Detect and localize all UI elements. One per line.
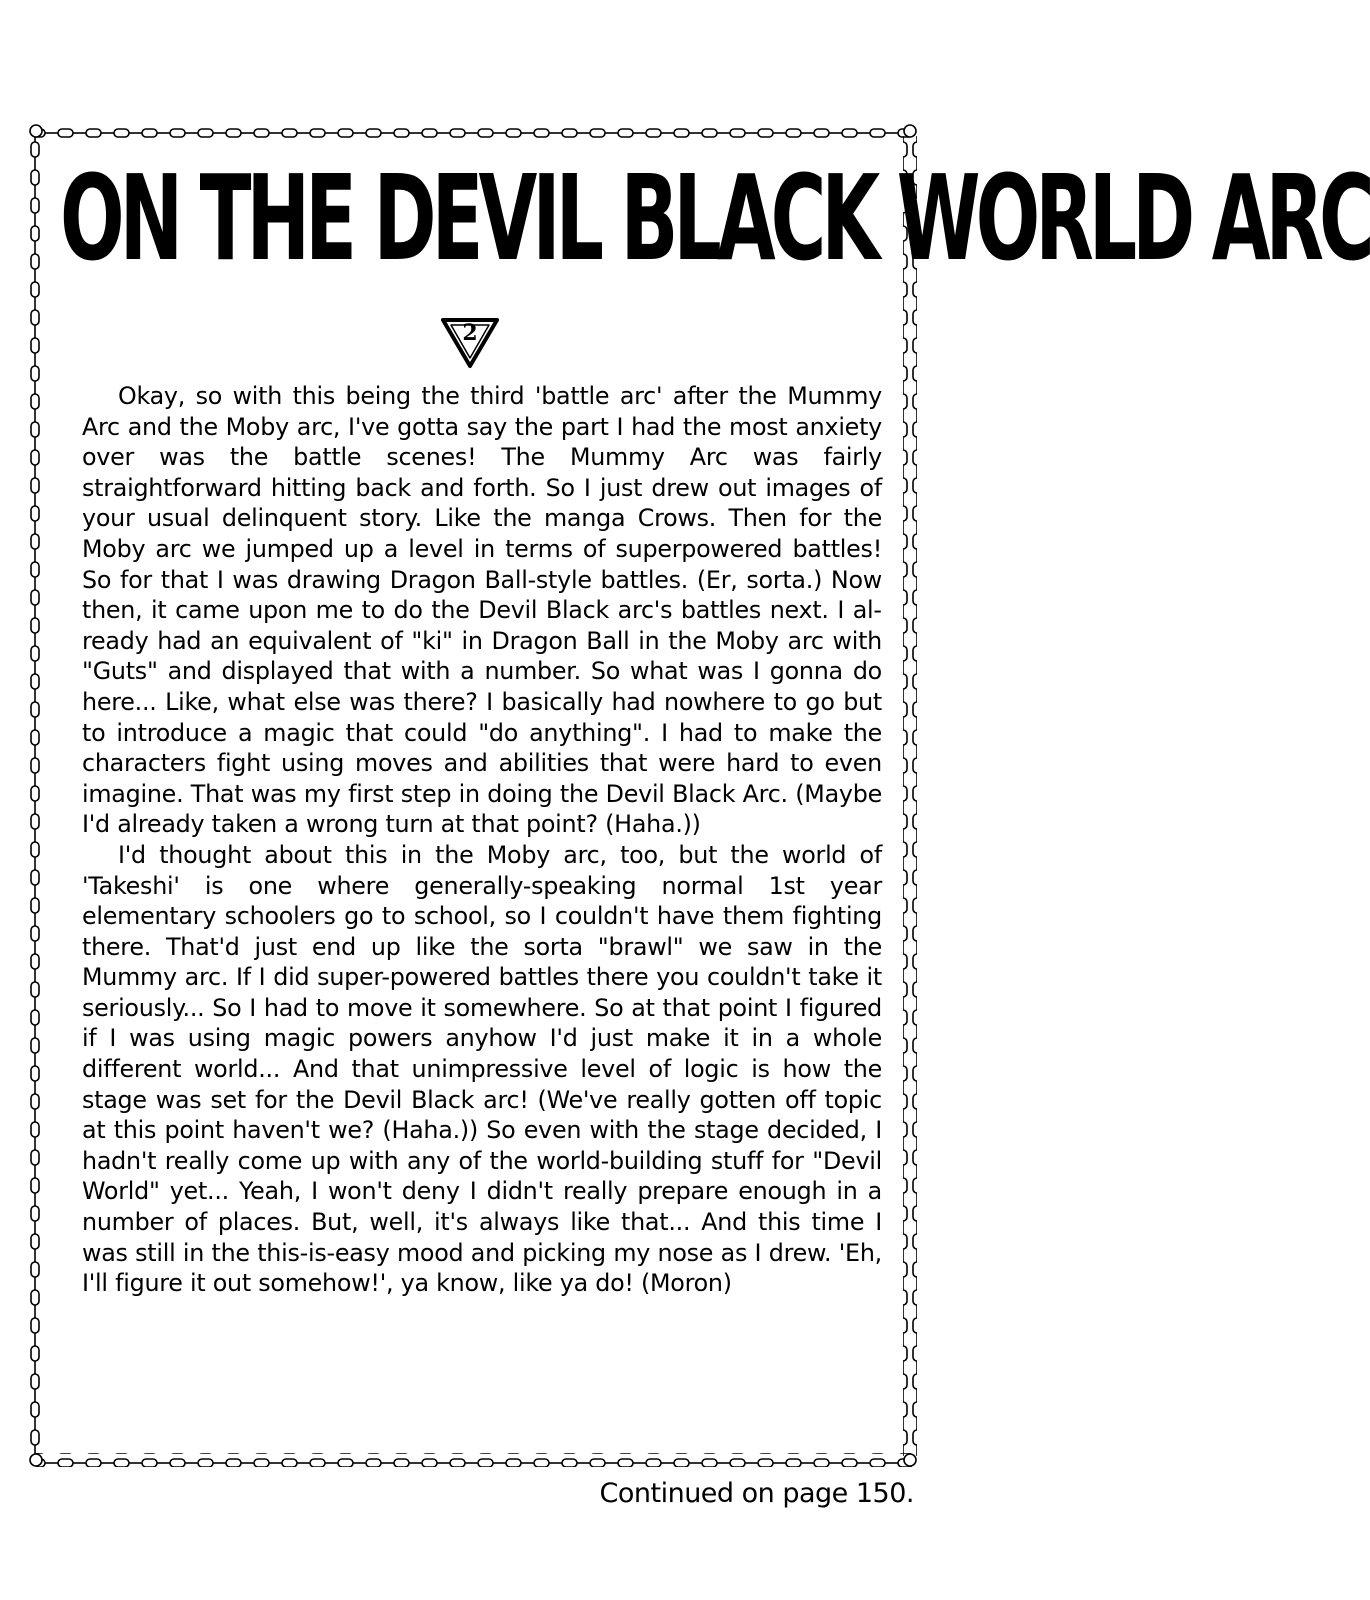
essay-body bbox=[82, 381, 882, 1299]
paragraph-1: Okay, so with this being the third 'battle arc' after the Mummy Arc and the Moby arc, I've gotta say the part I had the most anxiety over was the battle scenes! The Mummy Arc was fairly straightforward hitting back and forth. So I just drew out images of your usual delinquent story. Like the manga Crows. Then for the Moby arc we jumped up a level in terms of superpowered battles! So for that I was drawing Dragon Ball-style battles. (Er, sorta.) Now then, it came upon me to do the Devil Black arc's battles next. I already had an equivalent of "ki" in Dragon Ball in the Moby arc with "Guts" and displayed that with a number. So what was I gonna do here... Like, what else was there? I basically had nowhere to go but to introduce a magic that could "do anything". I had to make the characters fight using moves and abilities that were hard to even imagine. That was my first step in doing the Devil Black Arc. (Maybe I'd already taken a wrong turn at that point? (Haha.)) bbox=[82, 382, 882, 839]
paragraph-2: I'd thought about this in the Moby arc, too, but the world of 'Takeshi' is one where generally-speaking normal 1st year elementary schoolers go to school, so I couldn't have them fighting there. That'd just end up like the sorta "brawl" we saw in the Mummy arc. If I did super-powered battles there you couldn't take it seriously... So I had to move it somewhere. So at that point I figured if I was using magic powers anyhow I'd just make it in a whole different world... And that unimpressive level of logic is how the stage was set for the Devil Black arc! (We've really gotten off topic at this point haven't we? (Haha.)) So even with the stage decided, I hadn't really come up with any of the world-building stuff for "Devil World" yet... Yeah, I won't deny I didn't really prepare enough in a number of places. But, well, it's always like that... And this time I was still in the this-is-easy mood and picking my nose as I drew. 'Eh, I'll figure it out somehow!', ya know, like ya do! (Moron) bbox=[82, 840, 882, 1298]
section-badge bbox=[440, 317, 500, 369]
continued-note: Continued on page 150. bbox=[599, 1478, 914, 1509]
page-title: ON THE DEVIL BLACK WORLD ARC bbox=[60, 149, 1370, 288]
section-number: 2 bbox=[462, 320, 478, 346]
